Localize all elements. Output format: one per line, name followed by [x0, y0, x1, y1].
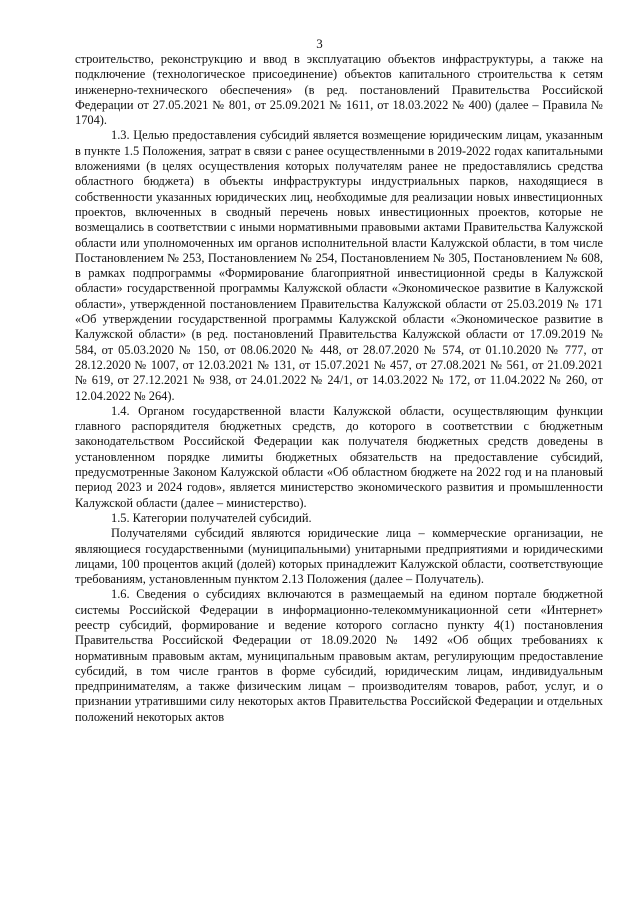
- paragraph-continuation: строительство, реконструкцию и ввод в эксплуатацию объектов инфраструктуры, а также на подключение (технологическое присоединение) объектов капитального строительства к сетям инженерно-технического обеспечения» (в ред. постановлений Правительства Российской Федерации от 27.05.2021 № 801, от 25.09.2021 № 1611, от 18.03.2022 № 400) (далее – Правила № 1704).: [75, 52, 603, 128]
- paragraph-1-5-heading: 1.5. Категории получателей субсидий.: [111, 510, 312, 525]
- paragraph-1-3: 1.3. Целью предоставления субсидий является возмещение юридическим лицам, указанным в пункте 1.5 Положения, затрат в связи с ранее осуществленными в 2019-2022 годах капитальными вложениями (в целях осуществления которых получателям ранее не предоставлялись средства областного бюджета) в объекты инфраструктуры индустриальных парков, находящиеся в собственности указанных юридических лиц, необходимые для реализации новых инвестиционных проектов, включенных в сводный перечень новых инвестиционных проектов, которые не возмещались в соответствии с иными нормативными правовыми актами Правительства Калужской области или уполномоченных им органов исполнительной власти Калужской области, в том числе Постановлением № 253, Постановлением № 254, Постановлением № 305, Постановлением № 608, в рамках подпрограммы «Формирование благоприятной инвестиционной среды в Калужской области» государственной программы Калужской области «Экономическое развитие в Калужской области», утвержденной постановлением Правительства Калужской области от 25.03.2019 № 171 «Об утверждении государственной программы Калужской области «Экономическое развитие в Калужской области» (в ред. постановлений Правительства Калужской области от 17.09.2019 № 584, от 05.03.2020 № 150, от 08.06.2020 № 448, от 28.07.2020 № 574, от 01.10.2020 № 777, от 28.12.2020 № 1007, от 12.03.2021 № 131, от 15.07.2021 № 457, от 27.08.2021 № 561, от 21.09.2021 № 619, от 27.12.2021 № 938, от 24.01.2022 № 24/1, от 14.03.2022 № 172, от 11.04.2022 № 260, от 12.04.2022 № 264).: [75, 128, 603, 403]
- page-number: 3: [316, 36, 323, 51]
- paragraph-1-6: 1.6. Сведения о субсидиях включаются в размещаемый на едином портале бюджетной системы Российской Федерации в информационно-телекоммуникационной сети «Интернет» реестр субсидий, формирование и ведение которого согласно пункту 4(1) постановления Правительства Российской Федерации от 18.09.2020 № 1492 «Об общих требованиях к нормативным правовым актам, муниципальным правовым актам, регулирующим предоставление субсидий, в том числе грантов в форме субсидий, юридическим лицам, индивидуальным предпринимателям, а также физическим лицам – производителям товаров, работ, услуг, и о признании утратившими силу некоторых актов Правительства Российской Федерации и отдельных положений некоторых актов: [75, 587, 603, 724]
- document-body: [75, 52, 603, 725]
- paragraph-1-5-body: Получателями субсидий являются юридические лица – коммерческие организации, не являющиеся государственными (муниципальными) унитарными предприятиями и юридическими лицами, 100 процентов акций (долей) которых принадлежит Калужской области, соответствующие требованиям, установленным пунктом 2.13 Положения (далее – Получатель).: [75, 526, 603, 587]
- paragraph-1-4: 1.4. Органом государственной власти Калужской области, осуществляющим функции главного распорядителя бюджетных средств, до которого в соответствии с бюджетным законодательством Российской Федерации как получателя бюджетных средств доведены в установленном порядке лимиты бюджетных обязательств на предоставление субсидий, предусмотренные Законом Калужской области «Об областном бюджете на 2022 год и на плановый период 2023 и 2024 годов», является министерство экономического развития и промышленности Калужской области (далее – министерство).: [75, 403, 603, 510]
